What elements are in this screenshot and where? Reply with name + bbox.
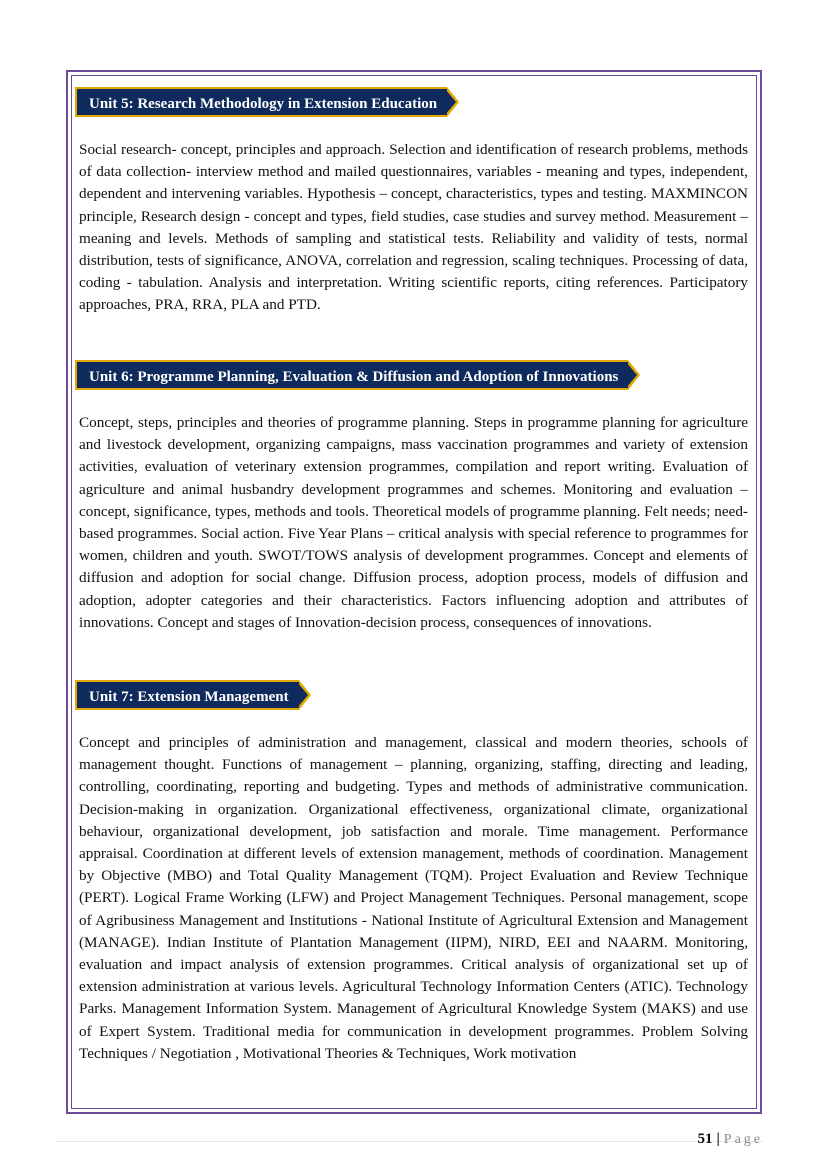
header-arrow-icon (628, 360, 640, 390)
unit-6-body: Concept, steps, principles and theories of programme planning. Steps in programme planning for agriculture and livestock development, organizing campaigns, mass vaccination programmes and variety of extension activities, evaluation of veterinary extension programmes, compilation and report writing. Evaluation of agriculture and animal husbandry development programmes and schemes. Monitoring and evaluation – concept, significance, types, methods and tools. Theoretical models of programme planning. Felt needs; need-based programmes. Social action. Five Year Plans – critical analysis with special reference to programmes for women, children and youth. SWOT/TOWS analysis of development programmes. Concept and elements of diffusion and adoption for social change. Diffusion process, adoption process, models of diffusion and adoption, adopter categories and their characteristics. Factors influencing adoption and attributes of innovations. Concept and stages of Innovation-decision process, consequences of innovations. (79, 414, 748, 631)
page-number: 51 (697, 1131, 713, 1147)
unit-5-body: Social research- concept, principles and approach. Selection and identification of research problems, methods of data collection- interview method and mailed questionnaires, variables - meaning and types, independent, dependent and intervening variables. Hypothesis – concept, characteristics, types and testing. MAXMINCON principle, Research design - concept and types, field studies, case studies and survey method. Measurement – meaning and levels. Methods of sampling and statistical tests. Reliability and validity of tests, normal distribution, tests of significance, ANOVA, correlation and regression, scaling techniques. Processing of data, coding - tabulation. Analysis and interpretation. Writing scientific reports, citing references. Participatory approaches, PRA, RRA, PLA and PTD. (79, 141, 748, 314)
footer-separator: | (716, 1131, 720, 1147)
unit-7-header (75, 680, 311, 710)
unit-5-title: Unit 5: Research Methodology in Extension Education (75, 87, 447, 117)
footer-rule (56, 1141, 763, 1142)
page-label: Page (723, 1131, 763, 1147)
page-footer (697, 1131, 763, 1148)
unit-5-header (75, 87, 459, 117)
unit-6-header (75, 360, 640, 390)
unit-6-title: Unit 6: Programme Planning, Evaluation & Diffusion and Adoption of Innovations (75, 360, 628, 390)
header-arrow-icon (447, 87, 459, 117)
unit-7-title: Unit 7: Extension Management (75, 680, 299, 710)
unit-7-body: Concept and principles of administration and management, classical and modern theories, schools of management thought. Functions of management – planning, organizing, staffing, directing and leading, controlling, coordinating, reporting and budgeting. Types and methods of administrative communication. Decision-making in organization. Organizational effectiveness, organizational climate, organizational behaviour, organizational development, job satisfaction and morale. Time management. Performance appraisal. Coordination at different levels of extension management, methods of coordination. Management by Objective (MBO) and Total Quality Management (TQM). Project Evaluation and Review Technique (PERT). Logical Frame Working (LFW) and Project Management Techniques. Personal management, scope of Agribusiness Management and Institutions - National Institute of Agricultural Extension and Management (MANAGE). Indian Institute of Plantation Management (IIPM), NIRD, EEI and NAARM. Monitoring, evaluation and impact analysis of extension programmes. Critical analysis of organizational set up of extension administration at various levels. Agricultural Technology Information Centers (ATIC). Technology Parks. Management Information System. Management of Agricultural Knowledge System (MAKS) and use of Expert System. Traditional media for communication in development programmes. Problem Solving Techniques / Negotiation , Motivational Theories & Techniques, Work motivation (79, 734, 748, 1062)
header-arrow-icon (299, 680, 311, 710)
